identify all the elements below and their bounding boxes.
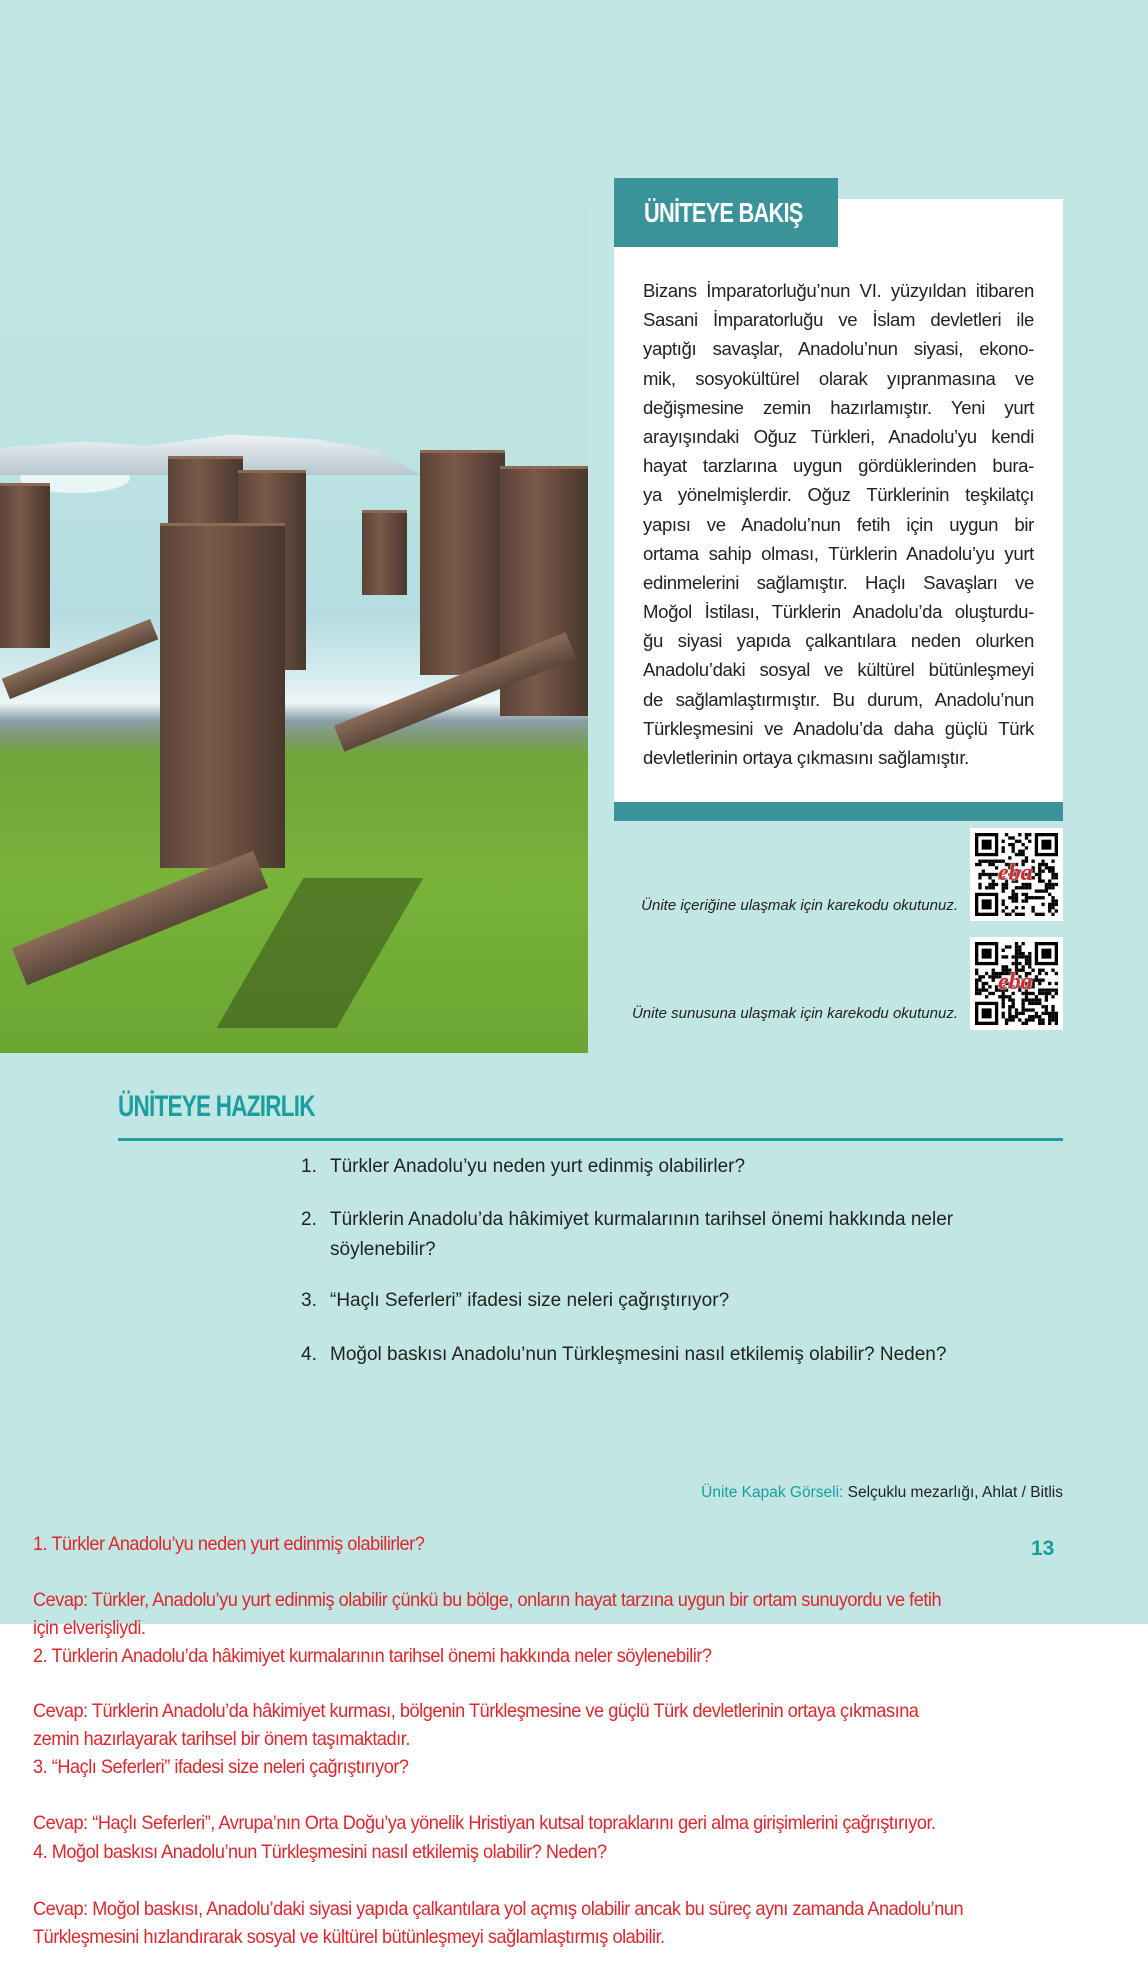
text-line: edinmelerini sağlamıştır. Haçlı Savaşları ve bbox=[643, 571, 1034, 593]
overview-footer-bar bbox=[614, 802, 1063, 821]
text-line: yapısı ve Anadolu’nun fetih için uygun bir bbox=[643, 513, 1034, 535]
question-text: “Haçlı Seferleri” ifadesi size neleri çağrıştırıyor? bbox=[330, 1290, 730, 1311]
qr-caption-content: Ünite içeriğine ulaşmak için karekodu okutunuz. bbox=[641, 897, 958, 914]
overview-text bbox=[643, 276, 1034, 772]
answer-line: Cevap: Moğol baskısı, Anadolu’daki siyasi yapıda çalkantılara yol açmış olabilir ancak bu süreç aynı zamanda Anadolu’nun bbox=[33, 1898, 964, 1920]
question-text: söylenebilir? bbox=[330, 1239, 436, 1260]
question-text: Türklerin Anadolu’da hâkimiyet kurmalarının tarihsel önemi hakkında neler bbox=[330, 1209, 954, 1230]
text-line: devletlerinin ortaya çıkmasını sağlamıştır. bbox=[643, 747, 969, 768]
caption-value: Selçuklu mezarlığı, Ahlat / Bitlis bbox=[843, 1484, 1063, 1501]
eba-logo: eba bbox=[998, 969, 1033, 995]
shadow bbox=[217, 878, 424, 1028]
text-line: de sağlamlaştırmıştır. Bu durum, Anadolu’nun bbox=[643, 688, 1034, 710]
text-line: Türkleşmesini ve Anadolu’da daha güçlü Türk bbox=[643, 717, 1034, 739]
answer-line: Cevap: Türklerin Anadolu’da hâkimiyet kurması, bölgenin Türkleşmesine ve güçlü Türk devletlerinin ortaya çıkmasına bbox=[33, 1700, 919, 1722]
answer-line: 4. Moğol baskısı Anadolu’nun Türkleşmesini nasıl etkilemiş olabilir? Neden? bbox=[33, 1841, 607, 1863]
overview-title: ÜNİTEYE BAKIŞ bbox=[614, 178, 838, 247]
answer-line: 1. Türkler Anadolu’yu neden yurt edinmiş olabilirler? bbox=[33, 1533, 425, 1555]
eba-logo: eba bbox=[998, 860, 1033, 886]
text-line: ğu siyasi yapıda çalkantılara neden olurken bbox=[643, 630, 1034, 652]
text-line: Bizans İmparatorluğu’nun VI. yüzyıldan itibaren bbox=[643, 280, 1034, 301]
question-number: 1. bbox=[301, 1156, 317, 1177]
text-line: yaptığı savaşlar, Anadolu’nun siyasi, ekono- bbox=[643, 338, 1034, 360]
caption-label: Ünite Kapak Görseli: bbox=[701, 1484, 844, 1501]
answer-line: 3. “Haçlı Seferleri” ifadesi size neleri çağrıştırıyor? bbox=[33, 1756, 409, 1778]
qr-code-presentation[interactable] bbox=[970, 937, 1063, 1030]
cover-caption bbox=[701, 1484, 1063, 1502]
text-line: ortama sahip olması, Türklerin Anadolu’yu yurt bbox=[643, 542, 1034, 564]
answer-line: Cevap: “Haçlı Seferleri”, Avrupa’nın Orta Doğu’ya yönelik Hristiyan kutsal topraklarını geri alma girişimlerini çağrıştırıyor. bbox=[33, 1812, 936, 1834]
answer-line: 2. Türklerin Anadolu’da hâkimiyet kurmalarının tarihsel önemi hakkında neler söylenebilir? bbox=[33, 1645, 712, 1667]
question-text: Moğol baskısı Anadolu’nun Türkleşmesini nasıl etkilemiş olabilir? Neden? bbox=[330, 1344, 947, 1365]
preparation-title: ÜNİTEYE HAZIRLIK bbox=[118, 1090, 315, 1123]
qr-caption-presentation: Ünite sunusuna ulaşmak için karekodu okutunuz. bbox=[631, 1005, 958, 1022]
cover-photo-seljuk-cemetery bbox=[0, 178, 588, 1053]
gravestone bbox=[160, 523, 285, 868]
text-line: değişmesine zemin hazırlamıştır. Yeni yurt bbox=[643, 396, 1034, 418]
question-text: Türkler Anadolu’yu neden yurt edinmiş olabilirler? bbox=[330, 1156, 746, 1177]
question-number: 4. bbox=[301, 1344, 317, 1365]
answer-line: zemin hazırlayarak tarihsel bir önem taşımaktadır. bbox=[33, 1728, 410, 1750]
qr-code-content[interactable] bbox=[970, 828, 1063, 921]
text-line: Moğol İstilası, Türklerin Anadolu’da oluşturdu- bbox=[643, 601, 1034, 623]
text-line: ya yönelmişlerdir. Oğuz Türklerinin teşkilatçı bbox=[643, 484, 1034, 506]
text-line: Sasani İmparatorluğu ve İslam devletleri ile bbox=[643, 309, 1034, 331]
gravestone bbox=[362, 510, 407, 595]
text-line: Anadolu’daki sosyal ve kültürel bütünleşmeyi bbox=[643, 659, 1034, 681]
answer-line: Cevap: Türkler, Anadolu’yu yurt edinmiş olabilir çünkü bu bölge, onların hayat tarzına uygun bir ortam sunuyordu ve fetih bbox=[33, 1589, 942, 1611]
gravestone-slab bbox=[12, 851, 268, 985]
answer-line: Türkleşmesini hızlandırarak sosyal ve kültürel bütünleşmeyi sağlamlaştırmış olabilir. bbox=[33, 1926, 665, 1948]
answer-line: için elverişliydi. bbox=[33, 1617, 146, 1639]
text-line: mik, sosyokültürel olarak yıpranmasına ve bbox=[643, 367, 1034, 389]
divider bbox=[118, 1138, 1063, 1141]
page-number: 13 bbox=[1031, 1537, 1055, 1560]
gravestone bbox=[0, 483, 50, 648]
text-line: hayat tarzlarına uygun gördüklerinden bura- bbox=[643, 455, 1034, 477]
question-number: 3. bbox=[301, 1290, 317, 1311]
gravestone bbox=[420, 450, 505, 675]
text-line: arayışındaki Oğuz Türkleri, Anadolu’yu kendi bbox=[643, 425, 1034, 447]
question-number: 2. bbox=[301, 1209, 317, 1230]
